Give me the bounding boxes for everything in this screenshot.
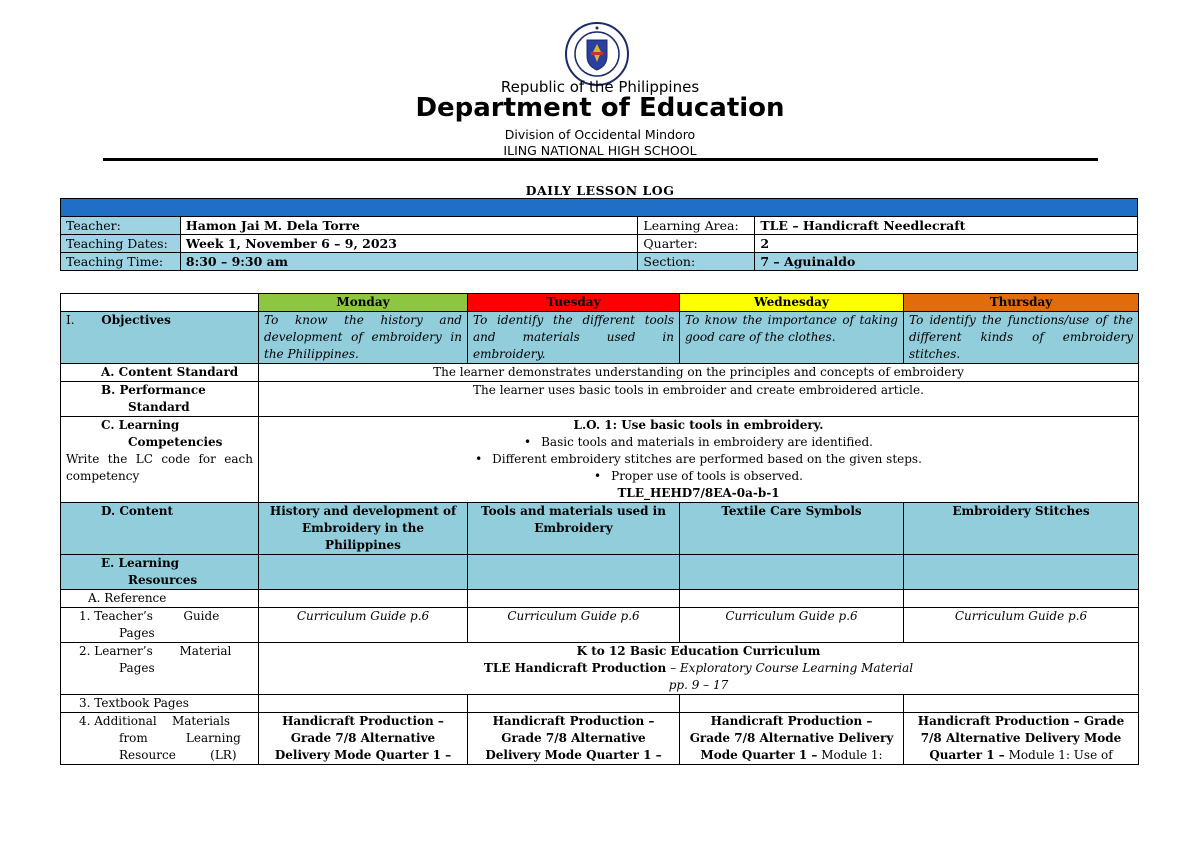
additional-materials-label: 4. Additional Materials — [79, 714, 231, 728]
learning-resources-label-2: Resources — [128, 573, 198, 587]
quarter-label: Quarter: — [638, 235, 755, 253]
am-thursday-line2: 7/8 Alternative Delivery Mode — [920, 731, 1122, 745]
textbook-row — [61, 695, 1139, 713]
am-tuesday-line1: Handicraft Production – — [492, 714, 655, 728]
teachers-guide-row — [61, 608, 1139, 643]
learning-resources-row — [61, 555, 1139, 590]
competencies-label-2: Competencies — [128, 435, 223, 449]
am-tuesday-line3: Delivery Mode Quarter 1 – — [485, 748, 662, 762]
objective-wednesday: To know the importance of taking good care of the clothes. — [680, 312, 904, 364]
learners-material-label: 2. Learner’s Material — [79, 644, 232, 658]
lm-course-desc: – Exploratory Course Learning Material — [666, 661, 914, 675]
learning-area-value: TLE – Handicraft Needlecraft — [755, 217, 1138, 235]
deped-seal-icon — [565, 22, 629, 86]
content-tuesday: Tools and materials used in Embroidery — [468, 503, 680, 555]
learners-material-label-2: Pages — [119, 661, 155, 675]
division-heading: Division of Occidental Mindoro — [504, 127, 696, 142]
content-monday: History and development of Embroidery in the Philippines — [259, 503, 468, 555]
tg-tuesday: Curriculum Guide p.6 — [468, 608, 680, 643]
teachers-guide-label: 1. Teacher’s Guide — [79, 609, 220, 623]
days-header-row — [61, 294, 1139, 312]
learners-material-row — [61, 643, 1139, 695]
performance-standard-text: The learner uses basic tools in embroider and create embroidered article. — [259, 382, 1139, 417]
objectives-number: I. — [66, 313, 75, 327]
competencies-label: C. Learning — [101, 418, 180, 432]
performance-standard-label: B. Performance — [101, 383, 206, 397]
lesson-log-table — [60, 293, 1139, 765]
tg-wednesday: Curriculum Guide p.6 — [680, 608, 904, 643]
content-thursday: Embroidery Stitches — [904, 503, 1139, 555]
section-label: Section: — [638, 253, 755, 271]
teaching-dates-value: Week 1, November 6 – 9, 2023 — [180, 235, 638, 253]
content-standard-row — [61, 364, 1139, 382]
republic-heading: Republic of the Philippines — [500, 78, 700, 96]
department-heading: Department of Education — [415, 93, 785, 123]
teacher-value: Hamon Jai M. Dela Torre — [180, 217, 638, 235]
teaching-time-label: Teaching Time: — [61, 253, 181, 271]
objectives-row — [61, 312, 1139, 364]
header-rule — [103, 158, 1098, 161]
am-wednesday-line3: Mode Quarter 1 – — [700, 748, 818, 762]
teaching-time-value: 8:30 – 9:30 am — [180, 253, 638, 271]
document-title: DAILY LESSON LOG — [525, 183, 675, 198]
competencies-row — [61, 417, 1139, 503]
am-thursday-line1: Handicraft Production – Grade — [917, 714, 1125, 728]
am-monday-line2: Grade 7/8 Alternative — [290, 731, 436, 745]
day-thursday: Thursday — [904, 294, 1139, 312]
lc-code: TLE_HEHD7/8EA-0a-b-1 — [617, 486, 780, 500]
reference-label: A. Reference — [61, 590, 259, 608]
learning-area-label: Learning Area: — [638, 217, 755, 235]
additional-materials-row — [61, 713, 1139, 765]
lm-course: TLE Handicraft Production — [483, 661, 667, 675]
competency-item: • Basic tools and materials in embroidery are identified. — [264, 434, 1133, 451]
content-label: D. Content — [61, 503, 259, 555]
am-wednesday-line3b: Module 1: — [817, 748, 883, 762]
performance-standard-label-2: Standard — [128, 400, 190, 414]
school-heading: ILING NATIONAL HIGH SCHOOL — [503, 143, 697, 158]
learning-outcome: L.O. 1: Use basic tools in embroidery. — [573, 418, 824, 432]
am-thursday-line3b: Module 1: Use of — [1004, 748, 1113, 762]
am-tuesday-line2: Grade 7/8 Alternative — [501, 731, 646, 745]
am-wednesday-line1: Handicraft Production – — [710, 714, 873, 728]
content-standard-text: The learner demonstrates understanding on the principles and concepts of embroidery — [259, 364, 1139, 382]
learning-resources-label: E. Learning — [101, 556, 180, 570]
performance-standard-row — [61, 382, 1139, 417]
competency-item: • Proper use of tools is observed. — [264, 468, 1133, 485]
tg-monday: Curriculum Guide p.6 — [259, 608, 468, 643]
day-tuesday: Tuesday — [468, 294, 680, 312]
lm-pages: pp. 9 – 17 — [668, 678, 729, 692]
lm-curriculum: K to 12 Basic Education Curriculum — [576, 644, 821, 658]
additional-materials-label-3: Resource (LR) — [119, 748, 237, 762]
am-monday-line1: Handicraft Production – — [282, 714, 444, 728]
day-wednesday: Wednesday — [680, 294, 904, 312]
teacher-label: Teacher: — [61, 217, 181, 235]
additional-materials-label-2: from Learning — [119, 731, 241, 745]
quarter-value: 2 — [755, 235, 1138, 253]
am-thursday-line3: Quarter 1 – — [929, 748, 1005, 762]
competencies-note: Write the LC code for each competency — [66, 452, 253, 483]
day-monday: Monday — [259, 294, 468, 312]
objectives-label: Objectives — [101, 313, 171, 327]
content-wednesday: Textile Care Symbols — [680, 503, 904, 555]
info-header-bar — [61, 199, 1138, 217]
info-table — [60, 198, 1138, 271]
content-standard-label: A. Content Standard — [61, 364, 259, 382]
teachers-guide-label-2: Pages — [119, 626, 155, 640]
objective-monday: To know the history and development of embroidery in the Philippines. — [259, 312, 468, 364]
textbook-label: 3. Textbook Pages — [61, 695, 259, 713]
content-row — [61, 503, 1139, 555]
tg-thursday: Curriculum Guide p.6 — [904, 608, 1139, 643]
section-value: 7 – Aguinaldo — [755, 253, 1138, 271]
reference-row — [61, 590, 1139, 608]
objective-tuesday: To identify the different tools and materials used in embroidery. — [468, 312, 680, 364]
am-monday-line3: Delivery Mode Quarter 1 – — [274, 748, 452, 762]
competency-item: • Different embroidery stitches are performed based on the given steps. — [264, 451, 1133, 468]
teaching-dates-label: Teaching Dates: — [61, 235, 181, 253]
am-wednesday-line2: Grade 7/8 Alternative Delivery — [689, 731, 894, 745]
objective-thursday: To identify the functions/use of the different kinds of embroidery stitches. — [904, 312, 1139, 364]
